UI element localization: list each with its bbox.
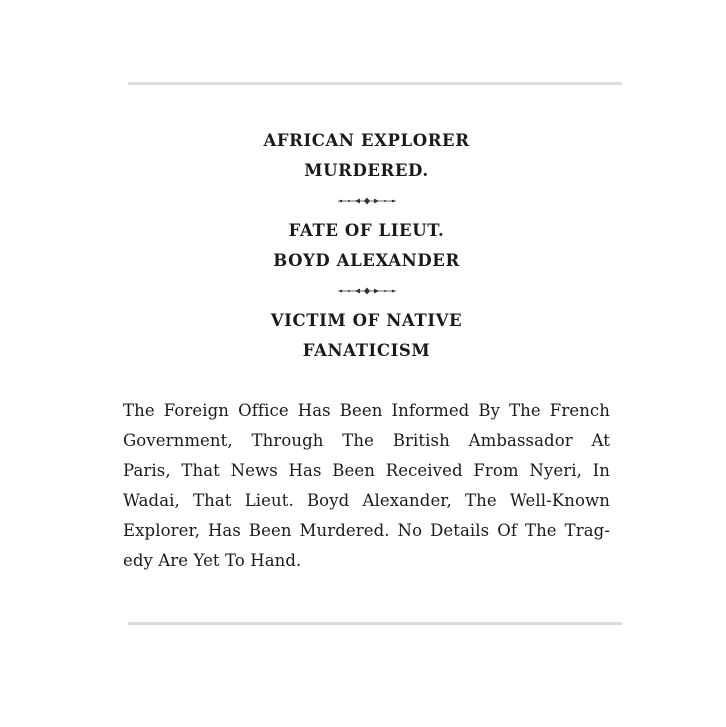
headline-sub-2-line-2: FANATICISM bbox=[302, 341, 431, 360]
body-line: Explorer, Has Been Murdered. No Details Of The Trag- bbox=[123, 521, 610, 540]
headline-sub-2 bbox=[123, 306, 610, 366]
body-line: edy Are Yet To Hand. bbox=[123, 551, 302, 570]
headline-sub-1-line-1: FATE OF LIEUT. bbox=[288, 221, 445, 240]
bottom-rule bbox=[128, 622, 622, 625]
body-line: Paris, That News Has Been Received From Nyeri, In bbox=[123, 461, 610, 480]
headline-sub-2-line-1: VICTIM OF NATIVE bbox=[270, 311, 463, 330]
headline-stack bbox=[123, 126, 610, 366]
article-body bbox=[123, 396, 610, 576]
body-line: The Foreign Office Has Been Informed By The French bbox=[123, 401, 610, 420]
headline-main bbox=[123, 126, 610, 186]
body-line: Government, Through The British Ambassador At bbox=[123, 431, 610, 450]
headline-sub-1 bbox=[123, 216, 610, 276]
headline-sub-1-line-2: BOYD ALEXANDER bbox=[273, 251, 460, 270]
top-rule bbox=[128, 82, 622, 85]
ornamental-divider-icon bbox=[123, 186, 610, 216]
headline-main-line-1: AFRICAN EXPLORER bbox=[263, 131, 470, 150]
body-line: Wadai, That Lieut. Boyd Alexander, The Well-Known bbox=[123, 491, 610, 510]
headline-main-line-2: MURDERED. bbox=[304, 161, 429, 180]
ornamental-divider-icon bbox=[123, 276, 610, 306]
